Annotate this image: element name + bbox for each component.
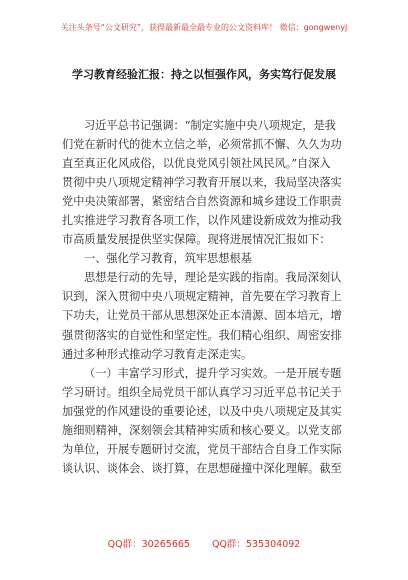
paragraph-line: 贯彻中央八项规定精神学习教育开展以来，我局坚决落实: [62, 176, 342, 190]
paragraph-line: 施细则精神，深刻领会其精神实质和核心要义。以党支部: [62, 423, 342, 437]
header-promo-banner: 关注头条号“公文研究”，获得最新最全最专业的公文资料库！ 微信：gongwenyj: [60, 23, 348, 32]
paragraph-line: 市高质量发展提供坚实保障。现将进展情况汇报如下：: [62, 233, 331, 247]
paragraph-line: 下功夫，让党员干部从思想深处正本清源、固本培元，增: [62, 309, 342, 323]
paragraph-line: 加强党的作风建设的重要论述，以及中央八项规定及其实: [62, 404, 342, 418]
section-heading: 一、强化学习教育，筑牢思想根基: [84, 252, 252, 266]
paragraph-line: 通过多种形式推动学习教育走深走实。: [62, 347, 253, 361]
footer-contact: [0, 536, 408, 550]
paragraph-line: 谈认识、谈体会、谈打算，在思想碰撞中深化理解。截至: [62, 461, 342, 475]
document-body: [62, 116, 352, 478]
subsection-line: （一）丰富学习形式，提升学习实效。一是开展专题: [84, 366, 342, 380]
paragraph-line: 党中央决策部署，紧密结合自然资源和城乡建设工作职责: [62, 195, 342, 209]
paragraph-line: 习近平总书记强调：“制定实施中央八项规定，是我: [84, 119, 336, 132]
paragraph-line: 强贯彻落实的自觉性和坚定性。我们精心组织、周密安排: [62, 328, 342, 342]
paragraph-line: 学习研讨。组织全局党员干部认真学习习近平总书记关于: [62, 385, 342, 399]
footer-qq-group-1: QQ群：30265665: [107, 539, 190, 550]
paragraph-line: 识到，深入贯彻中央八项规定精神，首先要在学习教育上: [62, 290, 342, 304]
paragraph-line: 扎实推进学习教育各项工作，以作风建设新成效为推动我: [62, 214, 342, 228]
footer-qq-group-2: QQ群：535304092: [211, 539, 301, 550]
document-title: 学习教育经验汇报：持之以恒强作风，务实笃行促发展: [72, 68, 336, 81]
paragraph-line: 直至真正化风成俗，以优良党风引领社风民风。”自深入: [62, 157, 331, 171]
paragraph-line: 们党在新时代的徙木立信之举，必须常抓不懈、久久为功: [62, 138, 342, 152]
paragraph-line: 为单位，开展专题研讨交流，党员干部结合自身工作实际: [62, 442, 342, 456]
paragraph-line: 思想是行动的先导，理论是实践的指南。我局深刻认: [84, 271, 342, 285]
